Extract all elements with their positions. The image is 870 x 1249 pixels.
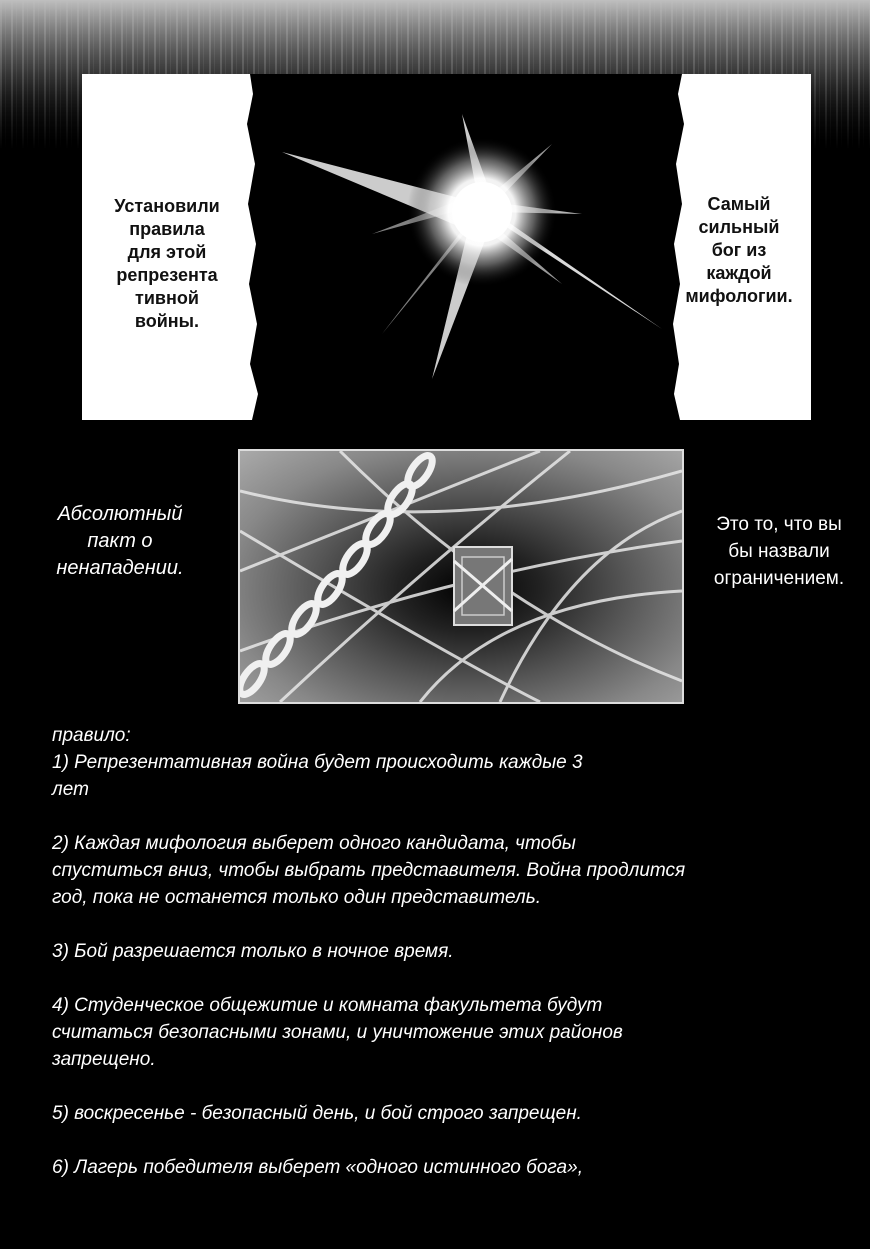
rule-2: 2) Каждая мифология выберет одного кандидата, чтобы спуститься вниз, чтобы выбрать представителя. Война продлится год, пока не останется только один представитель. (52, 833, 686, 908)
rule-6: 6) Лагерь победителя выберет «одного истинного бога», (52, 1157, 583, 1178)
rule-5: 5) воскресенье - безопасный день, и бой строго запрещен. (52, 1103, 582, 1124)
middle-right-caption: Это то, что вы бы назвали ограничением. (713, 514, 845, 589)
rule-4: 4) Студенческое общежитие и комната факультета будут считаться безопасными зонами, и уничтожение этих районов запрещено. (52, 995, 623, 1070)
rules-heading: правило: (52, 725, 131, 746)
chains-panel (238, 449, 684, 704)
top-right-caption: Самый сильный бог из каждой мифологии. (685, 194, 793, 306)
rule-1: 1) Репрезентативная война будет происходить каждые 3 лет (52, 752, 583, 800)
book-icon (454, 547, 512, 625)
top-panel (82, 74, 811, 420)
top-left-caption: Установили правила для этой репрезента тивной войны. (114, 196, 220, 331)
rule-3: 3) Бой разрешается только в ночное время. (52, 941, 454, 962)
heavy-chain (240, 452, 437, 699)
chain-illustration (240, 451, 682, 702)
rules-text (52, 722, 832, 1181)
middle-left-caption: Абсолютный пакт о ненападении. (56, 503, 184, 579)
